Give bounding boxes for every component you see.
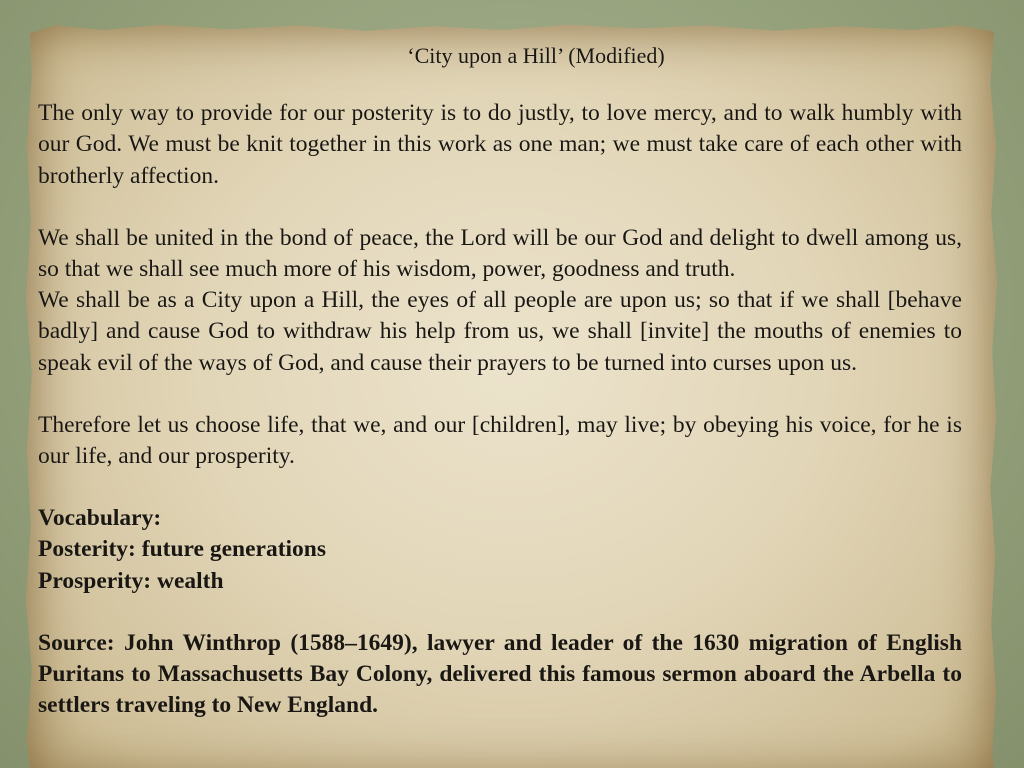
paragraph-posterity: The only way to provide for our posterity is to do justly, to love mercy, and to walk humbly with our God. We must be knit together in this work as one man; we must take care of each other with brotherly affection. — [38, 100, 962, 189]
vocabulary-term-prosperity: Prosperity: wealth — [38, 567, 224, 594]
paragraph-city-upon-hill: We shall be as a City upon a Hill, the eyes of all people are upon us; so that if we shall [behave badly] and cause God to withdraw his help from us, we shall [invite] the mouths of enemies to speak evil of the ways of God, and cause their prayers to be turned into curses upon us. — [38, 287, 962, 376]
paragraph-spacer — [38, 379, 962, 410]
vocabulary-heading: Vocabulary: — [38, 505, 162, 532]
paragraph-spacer — [38, 597, 962, 628]
slide-content — [38, 40, 962, 721]
vocabulary-term-posterity: Posterity: future generations — [38, 536, 327, 563]
source-citation: Source: John Winthrop (1588–1649), lawyer and leader of the 1630 migration of English Puritans to Massachusetts Bay Colony, delivered this famous sermon aboard the Arbella to settlers traveling to New England. — [38, 629, 962, 719]
paragraph-choose-life: Therefore let us choose life, that we, and our [children], may live; by obeying his voice, for he is our life, and our prosperity. — [38, 411, 962, 470]
slide-title: ‘City upon a Hill’ (Modified) — [407, 43, 665, 68]
paragraph-spacer — [38, 472, 962, 503]
paragraph-united: We shall be united in the bond of peace, the Lord will be our God and delight to dwell among us, so that we shall see much more of his wisdom, power, goodness and truth. — [38, 224, 962, 283]
paragraph-spacer — [38, 192, 962, 223]
